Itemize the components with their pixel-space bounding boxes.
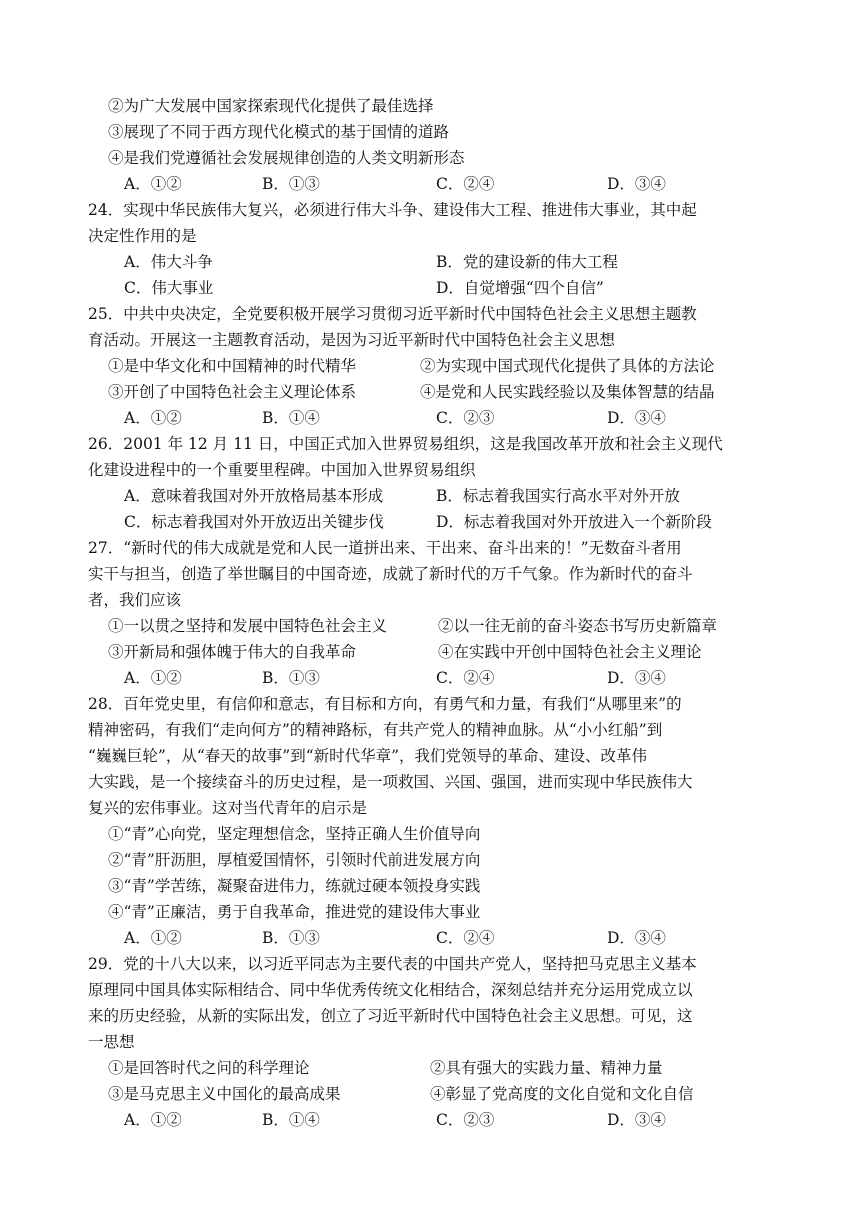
q29-items-row-1	[0, 1057, 860, 1079]
q29-item-4: ④彰显了党高度的文化自觉和文化自信	[430, 1085, 694, 1103]
q25-items-row-1	[0, 355, 860, 377]
q26-stem-line-1: 26．2001 年 12 月 11 日，中国正式加入世界贸易组织，这是我国改革开放和社会主义现代	[88, 435, 723, 453]
q24-options-row-2	[0, 277, 860, 299]
option-c: C．②③	[436, 409, 495, 427]
q25-stem-line-1: 25．中共中央决定，全党要积极开展学习贯彻习近平新时代中国特色社会主义思想主题教	[88, 305, 697, 323]
q25-items-row-2	[0, 381, 860, 403]
q24-stem-line-1: 24．实现中华民族伟大复兴，必须进行伟大斗争、建设伟大工程、推进伟大事业，其中起	[88, 201, 697, 219]
option-a: A．①②	[124, 175, 182, 193]
option-d: D．③④	[607, 669, 666, 687]
option-b: B．①③	[262, 929, 320, 947]
q28-stem-line-3: “巍巍巨轮”，从“春天的故事”到“新时代华章”，我们党领导的革命、建设、改革伟	[88, 747, 648, 765]
option-b: B．①③	[262, 175, 320, 193]
option-b: B．①④	[262, 1111, 320, 1129]
option-a: A．①②	[124, 669, 182, 687]
q27-items-row-2	[0, 641, 860, 663]
q25-options	[0, 407, 860, 429]
q24-options-row-1	[0, 251, 860, 273]
q29-item-1: ①是回答时代之问的科学理论	[108, 1059, 310, 1077]
option-a: A．意味着我国对外开放格局基本形成	[124, 487, 384, 505]
q29-options	[0, 1109, 860, 1131]
q25-item-2: ②为实现中国式现代化提供了具体的方法论	[420, 357, 715, 375]
q28-options	[0, 927, 860, 949]
option-c: C．②③	[436, 1111, 495, 1129]
q27-options	[0, 667, 860, 689]
q27-item-4: ④在实践中开创中国特色社会主义理论	[438, 643, 702, 661]
option-b: B．①③	[262, 669, 320, 687]
option-c: C．伟大事业	[124, 279, 214, 297]
q26-options-row-2	[0, 511, 860, 533]
option-b: B．标志着我国实行高水平对外开放	[436, 487, 680, 505]
option-b: B．①④	[262, 409, 320, 427]
q28-item-1: ①“青”心向党，坚定理想信念，坚持正确人生价值导向	[108, 825, 481, 843]
prev-item-2: ②为广大发展中国家探索现代化提供了最佳选择	[108, 97, 434, 115]
q27-stem-line-3: 者，我们应该	[88, 591, 182, 609]
option-d: D．标志着我国对外开放进入一个新阶段	[436, 513, 712, 531]
option-a: A．①②	[124, 409, 182, 427]
q27-items-row-1	[0, 615, 860, 637]
q26-options-row-1	[0, 485, 860, 507]
q28-item-3: ③“青”学苦练，凝聚奋进伟力，练就过硬本领投身实践	[108, 877, 481, 895]
q29-stem-line-3: 来的历史经验，从新的实际出发，创立了习近平新时代中国特色社会主义思想。可见，这	[88, 1007, 693, 1025]
option-d: D．自觉增强“四个自信”	[436, 279, 604, 297]
q29-items-row-2	[0, 1083, 860, 1105]
q25-stem-line-2: 育活动。开展这一主题教育活动，是因为习近平新时代中国特色社会主义思想	[88, 331, 616, 349]
option-c: C．②④	[436, 929, 495, 947]
option-c: C．②④	[436, 175, 495, 193]
option-d: D．③④	[607, 175, 666, 193]
prev-options	[0, 173, 860, 195]
option-a: A．伟大斗争	[124, 253, 213, 271]
q27-item-1: ①一以贯之坚持和发展中国特色社会主义	[108, 617, 388, 635]
q25-item-1: ①是中华文化和中国精神的时代精华	[108, 357, 357, 375]
prev-item-3: ③展现了不同于西方现代化模式的基于国情的道路	[108, 123, 450, 141]
option-d: D．③④	[607, 929, 666, 947]
q28-stem-line-5: 复兴的宏伟事业。这对当代青年的启示是	[88, 799, 368, 817]
q27-item-3: ③开新局和强体魄于伟大的自我革命	[108, 643, 357, 661]
q28-item-2: ②“青”肝沥胆，厚植爱国情怀，引领时代前进发展方向	[108, 851, 481, 869]
q29-item-3: ③是马克思主义中国化的最高成果	[108, 1085, 341, 1103]
q29-stem-line-4: 一思想	[88, 1033, 135, 1051]
q27-item-2: ②以一往无前的奋斗姿态书写历史新篇章	[438, 617, 718, 635]
option-d: D．③④	[607, 1111, 666, 1129]
q29-item-2: ②具有强大的实践力量、精神力量	[430, 1059, 663, 1077]
prev-item-4: ④是我们党遵循社会发展规律创造的人类文明新形态	[108, 149, 465, 167]
q27-stem-line-2: 实干与担当，创造了举世瞩目的中国奇迹，成就了新时代的万千气象。作为新时代的奋斗	[88, 565, 693, 583]
q28-item-4: ④“青”正廉洁，勇于自我革命，推进党的建设伟大事业	[108, 903, 481, 921]
q26-stem-line-2: 化建设进程中的一个重要里程碑。中国加入世界贸易组织	[88, 461, 476, 479]
q24-stem-line-2: 决定性作用的是	[88, 227, 197, 245]
q29-stem-line-1: 29．党的十八大以来，以习近平同志为主要代表的中国共产党人，坚持把马克思主义基本	[88, 955, 697, 973]
q29-stem-line-2: 原理同中国具体实际相结合、同中华优秀传统文化相结合，深刻总结并充分运用党成立以	[88, 981, 693, 999]
q28-stem-line-4: 大实践，是一个接续奋斗的历史过程，是一项救国、兴国、强国，进而实现中华民族伟大	[88, 773, 693, 791]
q25-item-3: ③开创了中国特色社会主义理论体系	[108, 383, 357, 401]
option-a: A．①②	[124, 1111, 182, 1129]
option-a: A．①②	[124, 929, 182, 947]
option-d: D．③④	[607, 409, 666, 427]
option-c: C．②④	[436, 669, 495, 687]
q25-item-4: ④是党和人民实践经验以及集体智慧的结晶	[420, 383, 715, 401]
q28-stem-line-1: 28．百年党史里，有信仰和意志，有目标和方向，有勇气和力量，有我们“从哪里来”的	[88, 695, 682, 713]
option-b: B．党的建设新的伟大工程	[436, 253, 618, 271]
q28-stem-line-2: 精神密码，有我们“走向何方”的精神路标，有共产党人的精神血脉。从“小小红船”到	[88, 721, 663, 739]
q27-stem-line-1: 27．“新时代的伟大成就是党和人民一道拼出来、干出来、奋斗出来的！”无数奋斗者用	[88, 539, 682, 557]
option-c: C．标志着我国对外开放迈出关键步伐	[124, 513, 384, 531]
